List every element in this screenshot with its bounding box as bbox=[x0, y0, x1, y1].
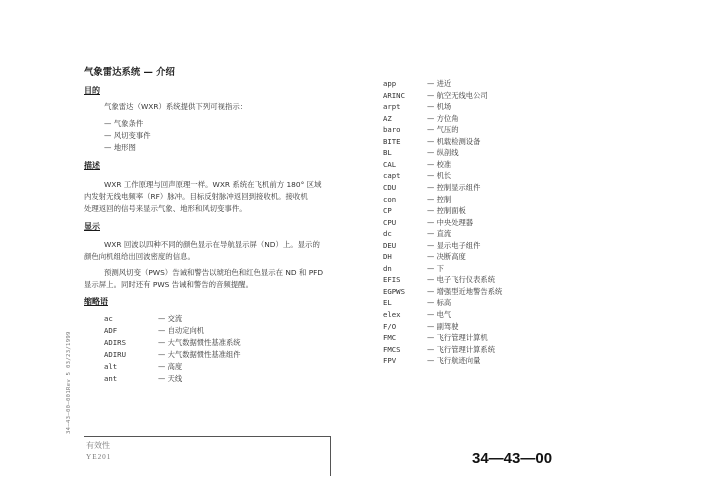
abbreviation-term: EFIS bbox=[383, 275, 401, 285]
abbreviation-definition: — 控制面板 bbox=[427, 206, 466, 216]
abbreviation-definition: — 飞行管理计算系统 bbox=[427, 344, 495, 354]
abbreviation-definition: — 进近 bbox=[427, 79, 452, 88]
abbreviation-term: ac bbox=[104, 314, 113, 323]
abbreviation-row bbox=[383, 298, 583, 310]
abbreviation-row bbox=[383, 218, 583, 230]
abbreviation-row bbox=[383, 241, 583, 253]
revision-note: 34—43—00—001Rev 5 03/23/1999 bbox=[66, 331, 72, 434]
abbreviation-row bbox=[383, 195, 583, 207]
abbreviation-row bbox=[383, 102, 583, 114]
abbreviation-term: CP bbox=[383, 206, 392, 216]
purpose-bullet: — 风切变事件 bbox=[104, 131, 151, 140]
abbreviation-term: ant bbox=[104, 374, 118, 383]
abbreviations-heading: 缩略语 bbox=[84, 297, 108, 306]
abbreviation-term: ADIRS bbox=[104, 338, 126, 347]
abbreviation-row bbox=[383, 264, 583, 276]
abbreviation-row bbox=[104, 326, 304, 338]
abbreviation-term: app bbox=[383, 79, 397, 88]
abbreviation-row bbox=[104, 350, 304, 362]
abbreviation-definition: — 大气数据惯性基准组件 bbox=[158, 350, 241, 359]
abbreviation-definition: — 飞行航迹向量 bbox=[427, 356, 481, 366]
abbreviation-row bbox=[383, 114, 583, 126]
abbreviation-row bbox=[104, 362, 304, 374]
abbreviation-term: elex bbox=[383, 310, 401, 319]
abbreviation-row bbox=[383, 229, 583, 241]
abbreviation-row bbox=[383, 252, 583, 264]
abbreviation-row bbox=[383, 91, 583, 103]
abbreviation-definition: — 纵剖线 bbox=[427, 148, 459, 158]
abbreviation-term: dc bbox=[383, 229, 392, 239]
abbreviation-term: CDU bbox=[383, 182, 397, 192]
abbreviation-term: DH bbox=[383, 252, 392, 262]
abbreviation-definition: — 标高 bbox=[427, 298, 452, 308]
abbreviation-definition: — 机场 bbox=[427, 102, 452, 112]
footer-divider bbox=[84, 436, 330, 437]
purpose-bullet: — 气象条件 bbox=[104, 119, 144, 128]
abbreviation-row bbox=[383, 171, 583, 183]
abbreviation-term: ADF bbox=[104, 326, 118, 335]
abbreviation-term: ADIRU bbox=[104, 350, 126, 359]
page-number: 34—43—00 bbox=[472, 450, 553, 467]
abbreviation-term: arpt bbox=[383, 102, 401, 112]
abbreviation-row bbox=[383, 137, 583, 149]
abbreviation-row bbox=[383, 148, 583, 160]
abbreviation-term: con bbox=[383, 194, 397, 204]
abbreviation-definition: — 机长 bbox=[427, 171, 452, 181]
abbreviation-term: capt bbox=[383, 171, 401, 181]
description-heading: 描述 bbox=[84, 161, 100, 170]
abbreviation-definition: — 机载检测设备 bbox=[427, 136, 481, 146]
abbreviation-row bbox=[383, 125, 583, 137]
abbreviation-row bbox=[383, 345, 583, 357]
abbreviation-term: ARINC bbox=[383, 90, 405, 100]
abbreviation-row bbox=[383, 287, 583, 299]
abbreviation-definition: — 航空无线电公司 bbox=[427, 90, 488, 100]
abbreviation-definition: — 高度 bbox=[158, 362, 183, 371]
effectivity-label: 有效性 bbox=[86, 441, 110, 450]
abbreviation-definition: — 下 bbox=[427, 263, 444, 273]
footer-divider-vertical bbox=[330, 436, 331, 476]
abbreviation-term: CAL bbox=[383, 159, 397, 169]
abbreviation-definition: — 控制 bbox=[427, 194, 452, 204]
abbreviation-definition: — 控制显示组件 bbox=[427, 182, 481, 192]
abbreviation-definition: — 气压的 bbox=[427, 125, 459, 135]
abbreviation-term: CPU bbox=[383, 217, 397, 227]
abbreviation-definition: — 副驾驶 bbox=[427, 321, 459, 331]
description-line: 处理返回的信号来显示气象、地形和风切变事件。 bbox=[84, 204, 247, 213]
purpose-intro: 气象雷达（WXR）系统提供下列可视指示： bbox=[104, 102, 248, 111]
abbreviation-row bbox=[383, 275, 583, 287]
display-line: 颜色向机组给出回波密度的信息。 bbox=[84, 252, 195, 261]
abbreviation-row bbox=[383, 310, 583, 322]
abbreviation-definition: — 方位角 bbox=[427, 113, 459, 123]
display-line: 预测风切变（PWS）告诫和警告以琥珀色和红色显示在 ND 和 PFD bbox=[104, 268, 324, 277]
abbreviation-definition: — 增强型近地警告系统 bbox=[427, 286, 503, 296]
abbreviation-term: dn bbox=[383, 263, 392, 273]
page-title: 气象雷达系统 — 介绍 bbox=[84, 67, 175, 78]
abbreviation-row bbox=[383, 183, 583, 195]
abbreviation-definition: — 显示电子组件 bbox=[427, 240, 481, 250]
abbreviation-definition: — 校准 bbox=[427, 159, 452, 169]
abbreviation-term: DEU bbox=[383, 240, 397, 250]
abbreviation-definition: — 直流 bbox=[427, 229, 452, 239]
abbreviation-term: F/O bbox=[383, 321, 397, 331]
abbreviation-definition: — 中央处理器 bbox=[427, 217, 474, 227]
abbreviation-term: FMCS bbox=[383, 344, 401, 354]
abbreviation-definition: — 飞行管理计算机 bbox=[427, 333, 488, 343]
abbreviation-row bbox=[104, 338, 304, 350]
abbreviation-term: alt bbox=[104, 362, 118, 371]
purpose-heading: 目的 bbox=[84, 86, 100, 95]
display-line: 显示屏上。同时还有 PWS 告诫和警告的音频提醒。 bbox=[84, 280, 253, 289]
abbreviation-term: EL bbox=[383, 298, 392, 308]
abbreviation-row bbox=[104, 374, 304, 386]
abbreviation-term: BITE bbox=[383, 136, 401, 146]
abbreviation-term: FMC bbox=[383, 333, 397, 343]
description-line: 内发射无线电频率（RF）脉冲。目标反射脉冲返回到接收机。接收机 bbox=[84, 192, 308, 201]
abbreviation-row bbox=[383, 333, 583, 345]
display-line: WXR 回波以四种不同的颜色显示在导航显示屏（ND）上。显示的 bbox=[104, 240, 320, 249]
abbreviation-row bbox=[383, 356, 583, 368]
abbreviation-definition: — 电气 bbox=[427, 310, 452, 319]
abbreviation-row bbox=[383, 322, 583, 334]
abbreviation-term: baro bbox=[383, 125, 401, 135]
purpose-bullet: — 地形图 bbox=[104, 143, 136, 152]
abbreviation-definition: — 交流 bbox=[158, 314, 183, 323]
abbreviation-row bbox=[383, 160, 583, 172]
abbreviation-term: EGPWS bbox=[383, 286, 405, 296]
abbreviation-definition: — 大气数据惯性基准系统 bbox=[158, 338, 241, 347]
description-line: WXR 工作原理与回声原理一样。WXR 系统在飞机前方 180° 区域 bbox=[104, 180, 322, 189]
abbreviation-definition: — 决断高度 bbox=[427, 252, 466, 262]
display-heading: 显示 bbox=[84, 222, 100, 231]
abbreviation-term: FPV bbox=[383, 356, 397, 366]
abbreviation-term: BL bbox=[383, 148, 392, 158]
abbreviation-definition: — 自动定向机 bbox=[158, 326, 205, 335]
effectivity-value: YE201 bbox=[86, 453, 112, 461]
abbreviation-definition: — 电子飞行仪表系统 bbox=[427, 275, 495, 285]
abbreviation-term: AZ bbox=[383, 113, 392, 123]
abbreviation-row bbox=[104, 314, 304, 326]
abbreviation-row bbox=[383, 206, 583, 218]
abbreviation-row bbox=[383, 79, 583, 91]
abbreviation-definition: — 天线 bbox=[158, 374, 183, 383]
